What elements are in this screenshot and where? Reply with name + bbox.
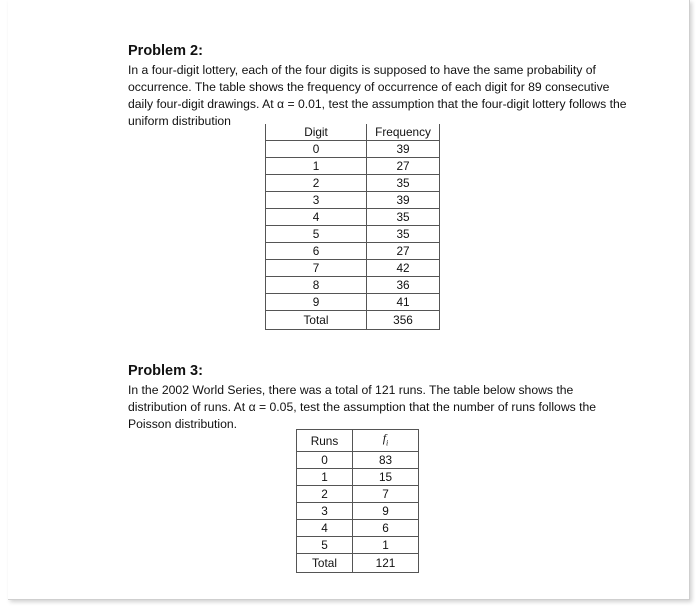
table-row — [297, 452, 419, 469]
value-cell: 35 — [367, 175, 440, 192]
runs-cell: 4 — [297, 520, 353, 537]
value-cell: 9 — [353, 503, 419, 520]
digit-cell: 3 — [266, 192, 367, 209]
table-row — [266, 226, 440, 243]
table-row — [266, 209, 440, 226]
runs-column-header: Runs — [297, 430, 353, 452]
value-cell: 1 — [353, 537, 419, 554]
table-row — [297, 503, 419, 520]
total-value: 121 — [353, 554, 419, 573]
problem-2-section — [128, 42, 628, 130]
runs-cell: 3 — [297, 503, 353, 520]
value-cell: 27 — [367, 158, 440, 175]
table-row — [266, 158, 440, 175]
value-cell: 41 — [367, 294, 440, 311]
value-cell: 39 — [367, 192, 440, 209]
value-cell: 7 — [353, 486, 419, 503]
digit-cell: 4 — [266, 209, 367, 226]
value-cell: 39 — [367, 141, 440, 158]
value-cell: 15 — [353, 469, 419, 486]
problem-3-title: Problem 3: — [128, 363, 203, 379]
digit-cell: 5 — [266, 226, 367, 243]
table-row — [266, 192, 440, 209]
total-row — [266, 311, 440, 330]
total-label: Total — [297, 554, 353, 573]
digit-column-header: Digit — [266, 124, 367, 141]
table-row — [297, 537, 419, 554]
problem-3-section — [128, 362, 628, 433]
table-row — [266, 175, 440, 192]
table-row — [266, 243, 440, 260]
value-cell: 27 — [367, 243, 440, 260]
digit-cell: 6 — [266, 243, 367, 260]
table-row — [266, 277, 440, 294]
total-label: Total — [266, 311, 367, 330]
runs-distribution-table — [296, 429, 419, 573]
table-row — [297, 469, 419, 486]
fi-symbol: $f_i$ — [382, 431, 389, 448]
table-row — [266, 260, 440, 277]
digit-cell: 9 — [266, 294, 367, 311]
problem-2-title: Problem 2: — [128, 43, 203, 59]
frequency-column-header: Frequency — [367, 124, 440, 141]
digit-cell: 1 — [266, 158, 367, 175]
table-header-row — [297, 430, 419, 452]
digit-cell: 7 — [266, 260, 367, 277]
runs-cell: 5 — [297, 537, 353, 554]
total-value: 356 — [367, 311, 440, 330]
runs-cell: 1 — [297, 469, 353, 486]
fi-column-header — [353, 430, 419, 452]
digit-cell: 0 — [266, 141, 367, 158]
digit-frequency-table — [265, 124, 440, 330]
value-cell: 36 — [367, 277, 440, 294]
digit-cell: 8 — [266, 277, 367, 294]
total-row — [297, 554, 419, 573]
value-cell: 35 — [367, 209, 440, 226]
value-cell: 83 — [353, 452, 419, 469]
problem-2-text: In a four-digit lottery, each of the four digits is supposed to have the same probability of occurrence. The table shows the frequency of occurrence of each digit for 89 consecutive daily four-digit drawings. At α = 0.01, test the assumption that the four-digit lottery follows the uniform distribution — [128, 63, 627, 128]
runs-cell: 2 — [297, 486, 353, 503]
table-row — [297, 486, 419, 503]
problem-3-text: In the 2002 World Series, there was a total of 121 runs. The table below shows the distribution of runs. At α = 0.05, test the assumption that the number of runs follows the Poisson distribution. — [128, 383, 597, 431]
table-row — [297, 520, 419, 537]
value-cell: 6 — [353, 520, 419, 537]
table-header-row — [266, 124, 440, 141]
table-row — [266, 141, 440, 158]
digit-cell: 2 — [266, 175, 367, 192]
table-row — [266, 294, 440, 311]
value-cell: 42 — [367, 260, 440, 277]
runs-cell: 0 — [297, 452, 353, 469]
value-cell: 35 — [367, 226, 440, 243]
